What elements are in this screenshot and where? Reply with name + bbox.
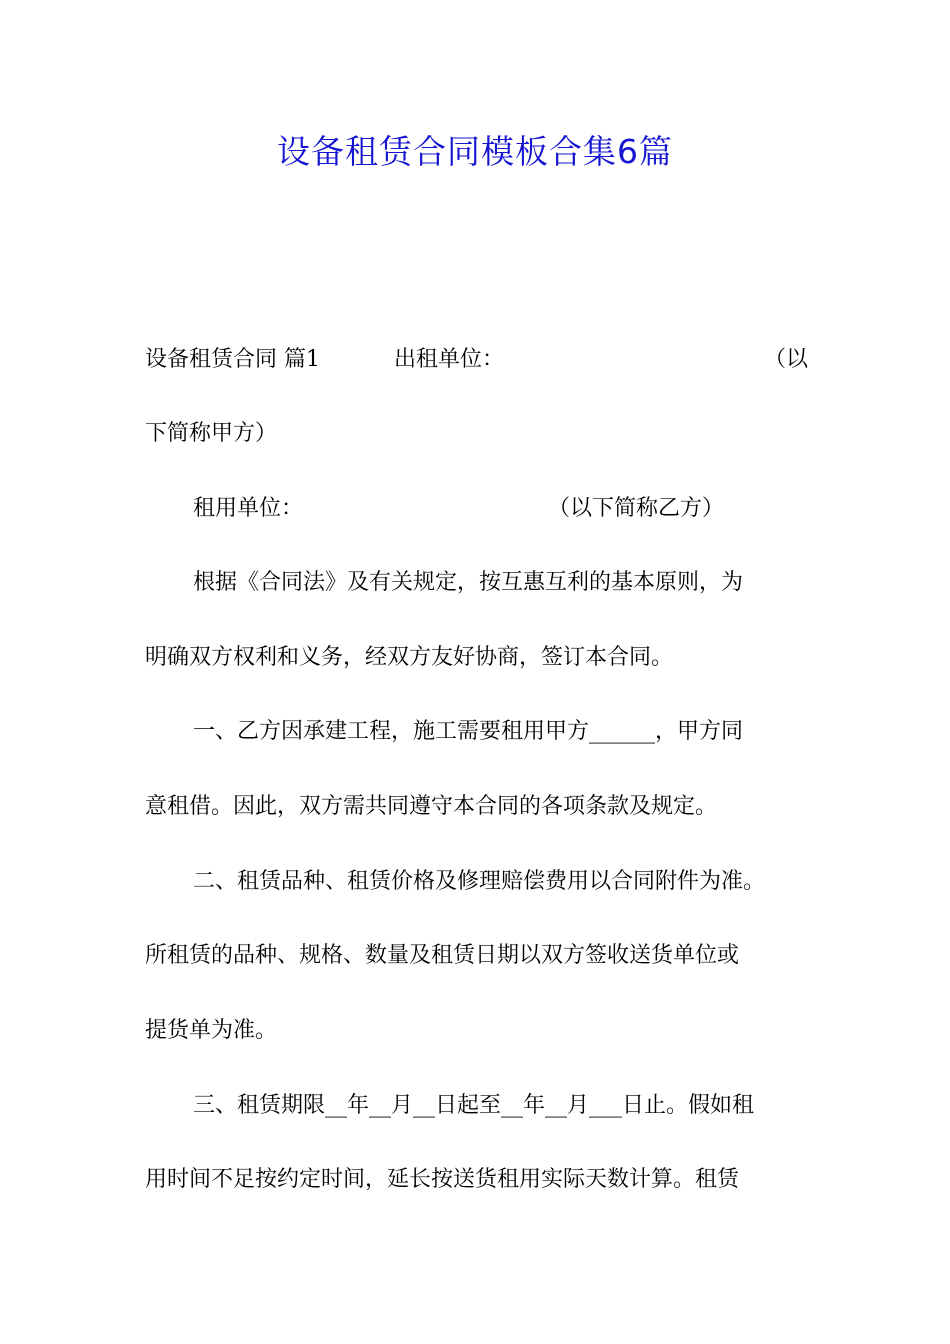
section-heading: 设备租赁合同 篇1 <box>145 347 320 372</box>
paragraph-line: 明确双方权利和义务，经双方友好协商，签订本合同。 <box>145 645 674 670</box>
paragraph-line: 所租赁的品种、规格、数量及租赁日期以双方签收送货单位或 <box>145 943 740 968</box>
paragraph-line: 根据《合同法》及有关规定，按互惠互利的基本原则，为 <box>193 570 744 595</box>
paragraph-line: 二、租赁品种、租赁价格及修理赔偿费用以合同附件为准。 <box>193 869 766 894</box>
paragraph-line: 用时间不足按约定时间，延长按送货租用实际天数计算。租赁 <box>145 1167 740 1192</box>
paragraph-line: 三、租赁期限__年__月__日起至__年__月___日止。假如租 <box>193 1093 755 1118</box>
paragraph-line: 一、乙方因承建工程，施工需要租用甲方______，甲方同 <box>193 719 744 744</box>
paragraph-line: 意租借。因此，双方需共同遵守本合同的各项条款及规定。 <box>145 794 718 819</box>
paragraph-line: 提货单为准。 <box>145 1018 278 1043</box>
lessor-note-end: 下简称甲方） <box>145 421 278 446</box>
document-title: 设备租赁合同模板合集6篇 <box>277 132 673 171</box>
lessor-note-start: （以 <box>764 347 809 372</box>
lessee-label: 租用单位： <box>193 496 304 521</box>
lessee-note: （以下简称乙方） <box>548 496 725 521</box>
lessor-label: 出租单位： <box>394 347 505 372</box>
